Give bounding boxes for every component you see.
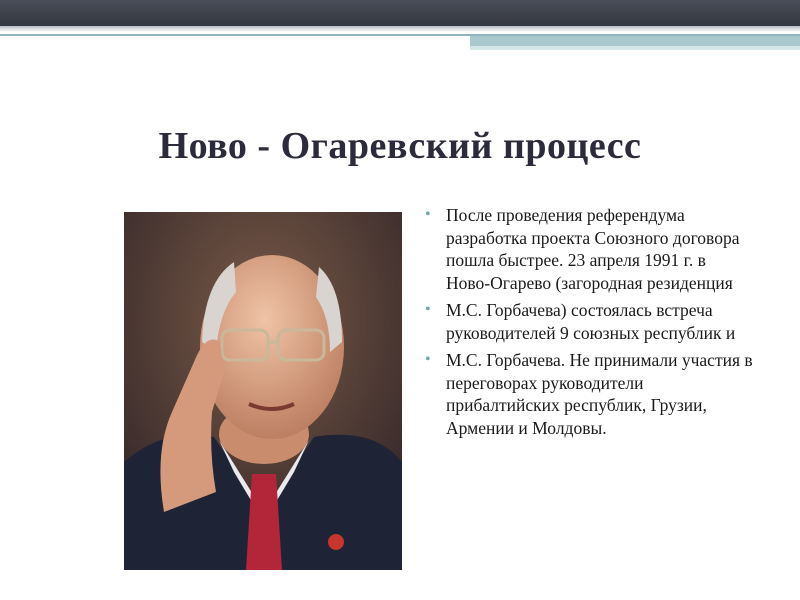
bullet-text: М.С. Горбачева. Не принимали участия в переговорах руководители прибалтийских республик, Грузии, Армении и Молдовы. <box>446 350 753 438</box>
portrait-photo <box>124 212 402 570</box>
bullet-icon: • <box>425 206 431 223</box>
header-band <box>0 0 800 26</box>
accent-tab-lower <box>470 46 800 50</box>
header-band-shadow <box>0 26 800 32</box>
portrait-illustration <box>124 212 402 570</box>
bullet-item <box>418 349 754 439</box>
bullet-text: После проведения референдума разработка проекта Союзного договора пошла быстрее. 23 апреля 1991 г. в Ново-Огарево (загородная резиденция <box>446 205 740 293</box>
bullet-list <box>418 204 754 444</box>
accent-tab <box>470 36 800 46</box>
bullet-icon: • <box>425 301 431 318</box>
bullet-icon: • <box>425 351 431 368</box>
slide-title: Ново - Огаревский процесс <box>158 125 642 167</box>
bullet-text: М.С. Горбачева) состоялась встреча руководителей 9 союзных республик и <box>446 300 736 343</box>
bullet-item <box>418 204 754 294</box>
bullet-item <box>418 299 754 344</box>
